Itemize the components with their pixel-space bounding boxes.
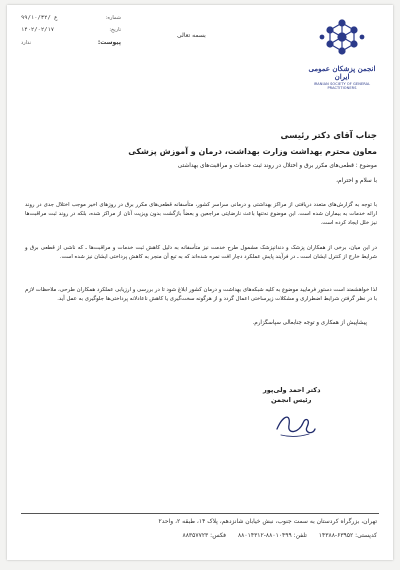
logo-title: انجمن پزشکان عمومی ایران: [308, 64, 376, 81]
footer-divider: [21, 513, 379, 514]
footer-contacts: [182, 532, 377, 539]
attachment-value: ندارد: [21, 40, 32, 46]
number-value: ۹۹/۱۰/۳۲/ ع: [21, 15, 58, 21]
addressee-role: معاون محترم بهداشت وزارت بهداشت، درمان و آموزش پزشکی: [128, 147, 377, 156]
footer-postal-code: کدپستی: ۶۳۹۵۲-۱۴۳۸۸: [318, 532, 377, 539]
body-paragraph: با توجه به گزارش‌های متعدد دریافتی از مراکز بهداشتی و درمانی سراسر کشور، متأسفانه قطعی‌های مکرر برق در روزهای اخیر موجب اختلال جدی در روند ارائه خدمات به بیماران شده است. این موضوع نه‌تنها باعث نارضایتی مراجعین و بعضاً بازگشت بدون ویزیت آنان از مراکز شده، بلکه در روند ثبت مراقبت‌ها نیز خلل ایجاد کرده است.: [25, 202, 377, 227]
greeting: با سلام و احترام،: [336, 178, 377, 184]
date-value: ۱۴۰۲/۰۲/۱۷: [21, 27, 55, 33]
letter-page: [7, 5, 393, 560]
signatory-name: دکتر احمد ولی‌پور: [263, 386, 321, 394]
society-logo: [307, 17, 377, 90]
attachment-label: پیوست:: [97, 39, 121, 46]
footer-address: تهران، بزرگراه کردستان به سمت جنوب، نبش خیابان شانزدهم، پلاک ۱۴، طبقه ۲، واحد۲: [158, 518, 377, 525]
signatory-title: رئیس انجمن: [271, 396, 312, 404]
addressee-name: جناب آقای دکتر رئیسی: [280, 131, 377, 141]
basmala: بسمه تعالی: [177, 32, 206, 39]
footer-fax: فکس: ۸۸۳۵۷۷۲۳: [182, 532, 227, 539]
attachment-row: [21, 39, 121, 51]
handwritten-signature: [269, 407, 319, 441]
date-label: تاریخ:: [109, 27, 121, 33]
logo-subtitle: IRANIAN SOCIETY OF GENERAL PRACTITIONERS: [313, 82, 371, 91]
letter-meta: [21, 15, 121, 51]
subject-line: موضوع : قطعی‌های مکرر برق و اختلال در روند ثبت خدمات و مراقبت‌های بهداشتی: [177, 163, 377, 169]
number-label: شماره:: [105, 15, 121, 21]
number-row: [21, 15, 121, 27]
body-paragraph: در این میان، برخی از همکاران پزشک و دندانپزشک مشمول طرح خدمت نیز متأسفانه به دلیل کاهش ثبت خدمات و مراقبت‌ها ـ که ناشی از قطعی برق و شرایط خارج از کنترل ایشان است ـ در فرآیند پایش عملکرد دچار افت نمره شده‌اند که به تبع آن منجر به کاهش پرداختی ایشان نیز شده است.: [25, 245, 377, 261]
closing-line: پیشاپیش از همکاری و توجه جنابعالی سپاسگزارم.: [252, 320, 367, 326]
date-row: [21, 27, 121, 39]
footer-phone: تلفن: ۸۸۰۱۰۴۹۹-۸۸۰۱۴۳۱۲: [237, 532, 307, 539]
body-paragraph: لذا خواهشمند است دستور فرمایید موضوع به کلیه شبکه‌های بهداشت و درمان کشور ابلاغ شود تا در بررسی و ارزیابی عملکرد همکاران طرحی، ملاحظات لازم با در نظر گرفتن شرایط اضطراری و مشکلات زیرساختی اعمال گردد و از هرگونه سخت‌گیری یا کاهش ناعادلانه پرداختی‌ها جلوگیری به عمل آید.: [25, 287, 377, 303]
hex-network-icon: [316, 17, 368, 59]
